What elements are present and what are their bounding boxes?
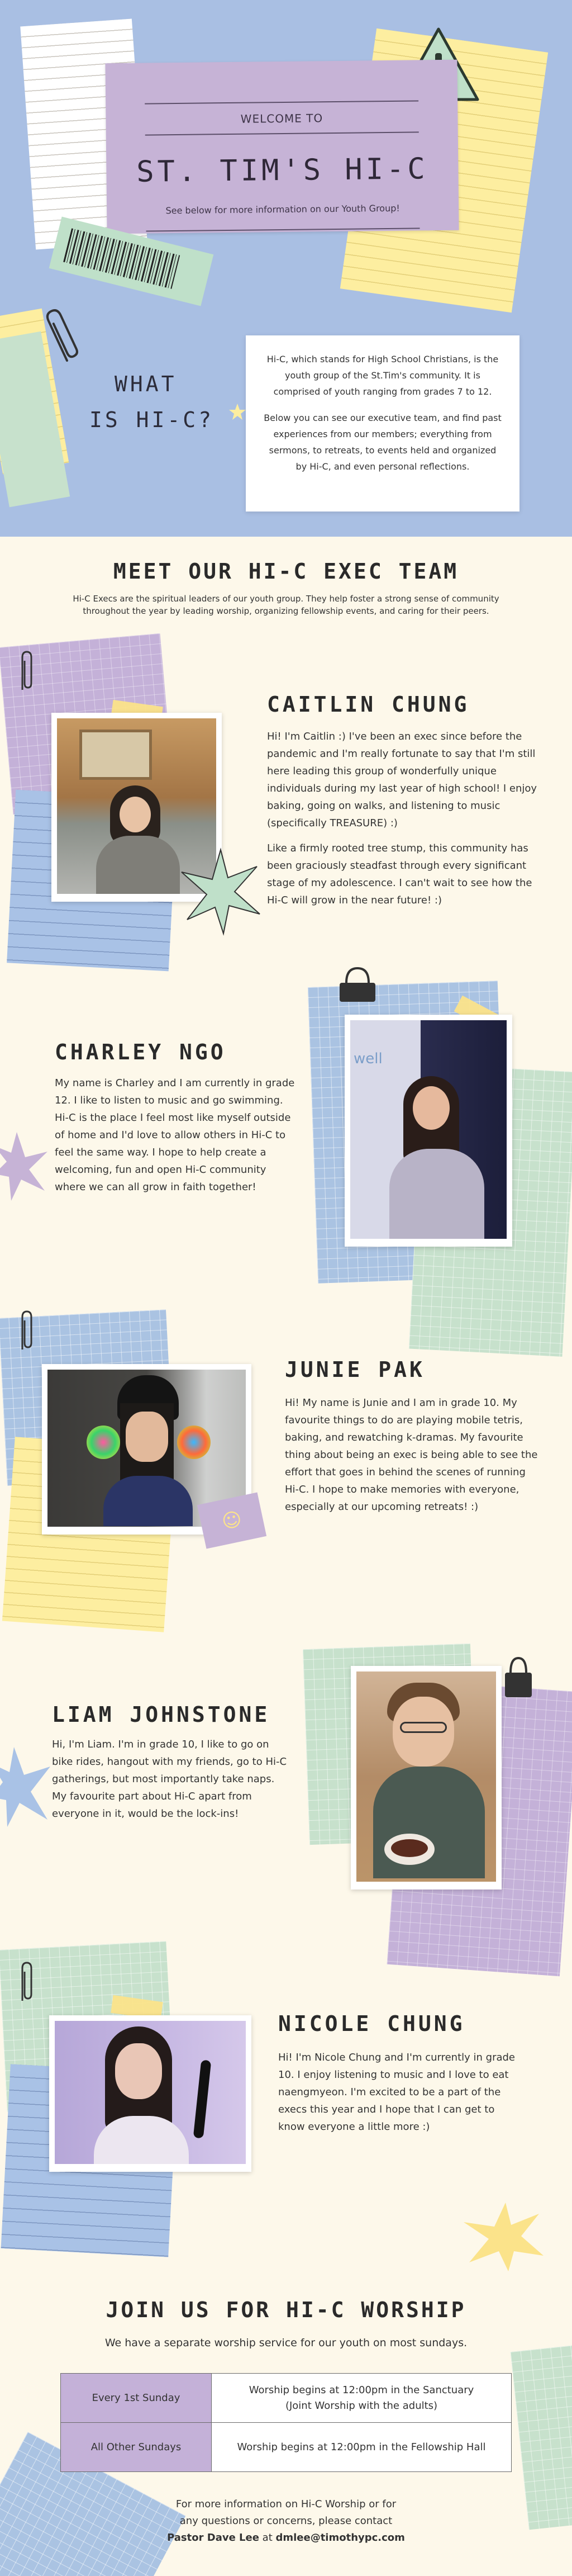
starburst-icon [461,2200,545,2272]
team-section-title: MEET OUR HI-C EXEC TEAM [113,559,459,584]
bio-paragraph-1: My name is Charley and I am currently in grade 12. I like to listen to music and go swimming. Hi-C is the place I feel most like myself outside of home and I'd love to allow others in Hi-C to feel the same way. I hope to help create a welcoming, fun and open Hi-C community where we can all grow in faith together! [55,1077,295,1193]
photo-frame [345,1015,512,1247]
starburst-icon [0,1129,50,1202]
hero-title-card [105,60,459,234]
worship-schedule-table [60,2373,512,2472]
contact-line-2: any questions or concerns, please contact [179,2515,393,2527]
binder-clip-icon [503,1655,534,1699]
nicole-photo [55,2021,246,2164]
bio-paragraph-1: Hi! I'm Caitlin :) I've been an exec since before the pandemic and I'm really fortunate to say that I'm still here leading this group of wonderfully unique individuals during my last year of high school! I enjoy baking, going on walks, and listening to music (specifically TREASURE) :) [267,731,537,829]
worship-day-cell: All Other Sundays [61,2423,212,2472]
bio-paragraph-1: Hi! I'm Nicole Chung and I'm currently in grade 10. I enjoy listening to music and I love to eat naengmyeon. I'm excited to be a part of the execs this year and I hope that I can get to know everyone a little more :) [278,2052,515,2133]
what-heading-line1: WHAT [115,372,177,396]
what-heading-line2: IS HI-C? [89,408,214,432]
hero-subtitle: See below for more information on our Youth Group! [165,202,400,216]
bio-paragraph-1: Hi, I'm Liam. I'm in grade 10, I like to go on bike rides, hangout with my friends, go to Hi-C gatherings, but most importantly take naps. My favourite part about Hi-C apart from everyone in it, would be the lock-ins! [52,1739,287,1820]
photo-frame [351,1666,502,1890]
contact-email-link[interactable]: dmlee@timothypc.com [275,2532,405,2544]
member-bio [55,1074,295,1196]
table-row [61,2423,512,2472]
charley-photo [350,1020,507,1239]
what-is-hic-heading [89,366,214,438]
paperclip-icon [16,648,38,693]
team-description: Hi-C Execs are the spiritual leaders of our youth group. They help foster a strong sense of community throughout the year by leading worship, organizing fellowship events, and caring for their peers. [73,594,499,616]
worship-time-cell [212,2374,512,2423]
worship-time-cell [212,2423,512,2472]
bio-paragraph-1: Hi! My name is Junie and I am in grade 10. My favourite things to do are playing mobile tetris, baking, and rewatching k-dramas. My favourite thing about being an exec is being able to see the effort that goes in behind the scenes of running Hi-C. I hope to make memories with everyone, especially at our upcoming retreats! :) [285,1397,538,1513]
photo-sign-text: well [354,1050,383,1067]
welcome-text: WELCOME TO [240,111,323,126]
table-row [61,2374,512,2423]
star-icon [228,402,247,422]
paperclip-icon [16,1959,38,2004]
hic-info-paragraph-2: Below you can see our executive team, and find past experiences from our members; everything from sermons, to retreats, to events held and organized by Hi-C, and even personal reflections. [264,413,502,472]
page-title: ST. TIM'S HI-C [136,152,428,189]
contact-name: Pastor Dave Lee [167,2532,259,2544]
contact-at: at [259,2532,276,2544]
liam-photo [356,1671,496,1882]
photo-frame [49,2015,251,2172]
worship-time-note: (Joint Worship with the adults) [285,2399,438,2412]
worship-time-line: Worship begins at 12:00pm in the Sanctuary [249,2384,474,2396]
smiley-stamp: ☺ [197,1492,266,1549]
member-bio [267,728,546,909]
starburst-icon [0,1744,53,1828]
hero-section [0,0,572,537]
starburst-icon [179,847,263,936]
worship-subtitle: We have a separate worship service for our youth on most sundays. [104,2337,468,2349]
contact-info [0,2496,572,2546]
paperclip-icon [45,305,78,366]
worship-time-line: Worship begins at 12:00pm in the Fellowship Hall [237,2441,486,2453]
member-bio [285,1394,542,1516]
bio-paragraph-2: Like a firmly rooted tree stump, this community has been graciously steadfast through every significant stage of my adolescence. I can't wait to see how the Hi-C will grow in the near future! :) [267,842,532,906]
member-name: JUNIE PAK [285,1357,425,1382]
contact-line-3 [0,2530,572,2546]
hic-info-paragraph-1: Hi-C, which stands for High School Christians, is the youth group of the St.Tim's community. It is comprised of youth ranging from grades 7 to 12. [266,354,499,397]
member-name: NICOLE CHUNG [278,2011,465,2036]
member-name: LIAM JOHNSTONE [52,1702,270,1727]
member-name: CAITLIN CHUNG [267,692,470,717]
paperclip-icon [16,1308,38,1353]
contact-line-1: For more information on Hi-C Worship or for [175,2498,397,2510]
binder-clip-icon [335,966,380,1005]
member-name: CHARLEY NGO [55,1040,226,1064]
worship-section-title: JOIN US FOR HI-C WORSHIP [106,2298,466,2322]
member-bio [52,1736,292,1822]
member-bio [278,2049,518,2135]
what-is-hic-info-card [246,335,519,512]
worship-day-cell: Every 1st Sunday [61,2374,212,2423]
